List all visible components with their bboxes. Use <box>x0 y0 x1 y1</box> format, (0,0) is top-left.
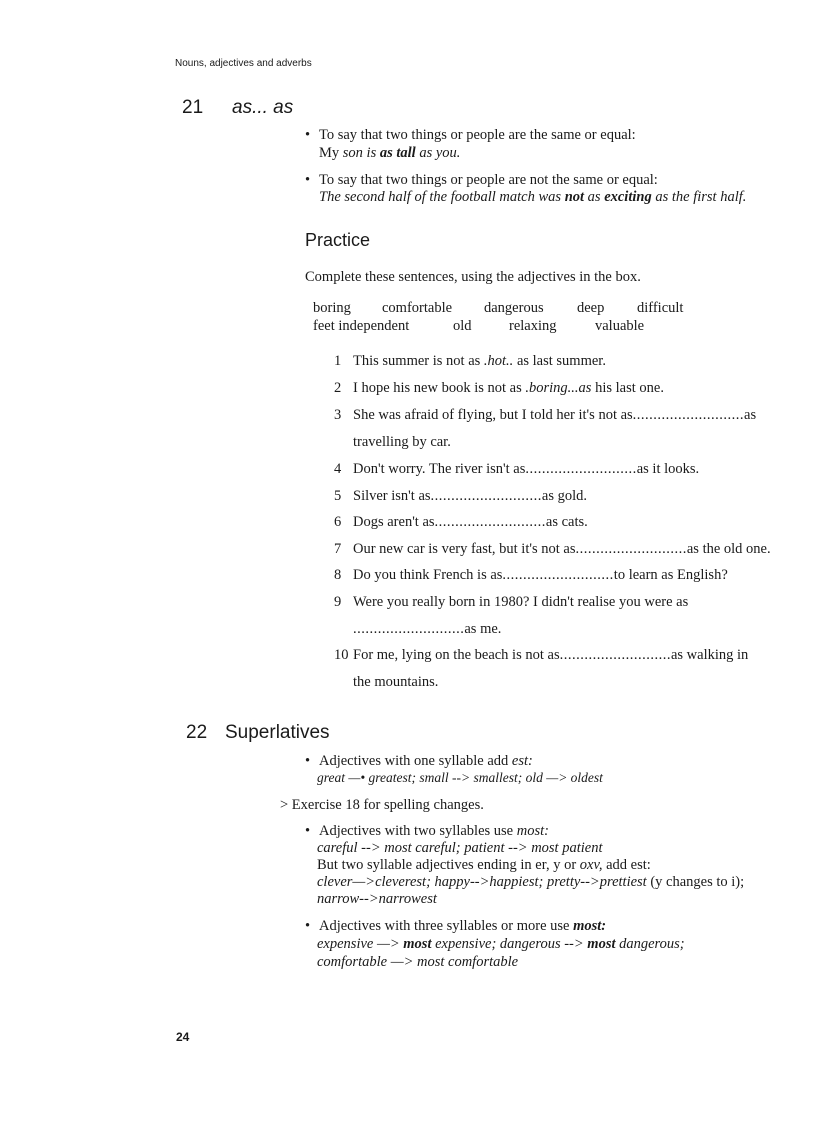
box-word: comfortable <box>382 300 453 316</box>
answer-blank[interactable]: ........................... <box>525 461 637 477</box>
practice-heading: Practice <box>305 230 371 250</box>
exercise-item-continuation: ...........................as me. <box>353 621 502 637</box>
answer-blank[interactable]: ........................... <box>575 541 687 557</box>
exercise-item: 2 I hope his new book is not as .boring...as his last one. <box>334 380 664 396</box>
exercise-number: 1 <box>334 353 342 369</box>
bullet-dot: • <box>305 172 311 188</box>
page-number: 24 <box>176 1030 190 1044</box>
exercise-number: 6 <box>334 514 342 530</box>
bullet-one-syllable: • Adjectives with one syllable add est: <box>305 753 533 769</box>
bullet-dot: • <box>305 918 311 934</box>
exercise-item: 9 Were you really born in 1980? I didn't realise you were as <box>334 594 689 610</box>
example-answer: .hot.. <box>483 353 514 369</box>
answer-blank[interactable]: ........................... <box>353 621 465 637</box>
box-word: difficult <box>637 300 684 316</box>
box-word: old <box>453 318 472 334</box>
answer-blank[interactable]: ........................... <box>559 647 671 663</box>
answer-blank[interactable]: ........................... <box>434 514 546 530</box>
bullet-dot: • <box>305 753 311 769</box>
bullet-dot: • <box>305 823 311 839</box>
exercise-item: 1 This summer is not as .hot.. as last summer. <box>334 353 606 369</box>
exercise-item: 10 For me, lying on the beach is not as...........................as walking in <box>334 647 749 663</box>
exercise-number: 8 <box>334 567 342 583</box>
section-21-title: as... as <box>232 97 294 118</box>
box-word: relaxing <box>509 318 557 334</box>
bullet-not-same <box>305 172 658 188</box>
running-head: Nouns, adjectives and adverbs <box>175 58 312 69</box>
three-syllable-examples: expensive —> most expensive; dangerous --> most dangerous; <box>317 936 685 952</box>
exercise-item: 6 Dogs aren't as...........................as cats. <box>334 514 588 530</box>
exercise-number: 4 <box>334 461 342 477</box>
two-syllable-examples: careful --> most careful; patient --> most patient <box>317 840 603 856</box>
bullet-text: To say that two things or people are not the same or equal: <box>319 172 658 188</box>
bullet-not-same-example: The second half of the football match was not as exciting as the first half. <box>319 189 747 205</box>
section-21-number: 21 <box>182 97 204 118</box>
exercise-number: 9 <box>334 594 342 610</box>
bullet-text: To say that two things or people are the same or equal: <box>319 127 636 143</box>
bullet-three-syllables: • Adjectives with three syllables or more use most: <box>305 918 607 934</box>
answer-blank[interactable]: ........................... <box>632 407 745 423</box>
bullet-two-syllables: • Adjectives with two syllables use most: <box>305 823 549 839</box>
exercise-number: 3 <box>334 407 342 423</box>
exercise-number: 7 <box>334 541 342 557</box>
exercise-number: 2 <box>334 380 342 396</box>
example-answer: .boring...as <box>525 380 592 396</box>
box-word: valuable <box>595 318 645 334</box>
one-syllable-examples: great —• greatest; small --> smallest; old —> oldest <box>317 770 603 785</box>
two-syllable-rule: But two syllable adjectives ending in er, y or oxv, add est: <box>317 857 651 873</box>
practice-instruction: Complete these sentences, using the adjectives in the box. <box>305 269 641 285</box>
answer-blank[interactable]: ........................... <box>430 488 542 504</box>
exercise-item: 5 Silver isn't as...........................as gold. <box>334 488 588 504</box>
exercise-item-continuation: travelling by car. <box>353 434 451 450</box>
exercise-item-continuation: the mountains. <box>353 674 439 690</box>
box-word: dangerous <box>484 300 544 316</box>
section-22-title: Superlatives <box>225 722 330 743</box>
exercise-item: 3 She was afraid of flying, but I told her it's not as...........................as <box>334 407 757 423</box>
er-y-examples-cont: narrow-->narrowest <box>317 891 437 907</box>
bullet-same-example: My son is as tall as you. <box>319 145 461 161</box>
answer-blank[interactable]: ........................... <box>502 567 614 583</box>
three-syllable-examples-cont: comfortable —> most comfortable <box>317 954 519 970</box>
bullet-same-equal <box>305 127 636 143</box>
box-word: boring <box>313 300 351 316</box>
section-22-number: 22 <box>186 722 208 743</box>
exercise-item: 7 Our new car is very fast, but it's not as...........................as the old one. <box>334 541 771 557</box>
exercise-item: 4 Don't worry. The river isn't as...........................as it looks. <box>334 461 700 477</box>
exercise-number: 10 <box>334 647 349 663</box>
exercise-number: 5 <box>334 488 342 504</box>
bullet-dot: • <box>305 127 311 143</box>
box-word: feet independent <box>313 318 410 334</box>
exercise-item: 8 Do you think French is as...........................to learn as English? <box>334 567 728 583</box>
box-word: deep <box>577 300 605 316</box>
er-y-examples: clever—>cleverest; happy-->happiest; pretty-->prettiest (y changes to i); <box>317 874 745 890</box>
cross-reference: > Exercise 18 for spelling changes. <box>280 797 484 813</box>
